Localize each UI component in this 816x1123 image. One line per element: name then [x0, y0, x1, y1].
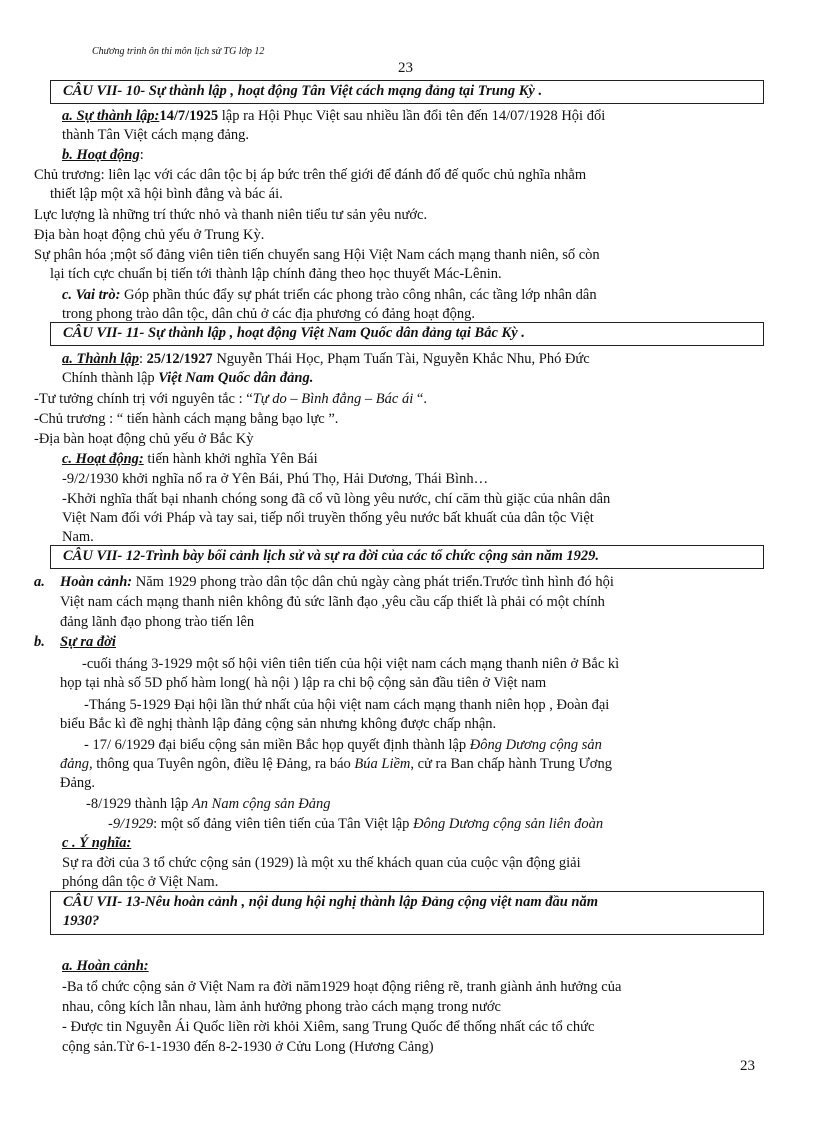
s12-c-label: c . Ý nghĩa: [62, 835, 132, 851]
s12-c-line1: Sự ra đời của 3 tổ chức cộng sản (1929) là một xu thế khách quan của cuộc vận động giải [62, 855, 581, 871]
s11-a-date: 25/12/1927 [146, 351, 213, 367]
s12-a-text1: Năm 1929 phong trào dân tộc dân chủ ngày càng phát triển.Trước tình hình đó hội [132, 574, 614, 590]
s12-a-line1 [34, 573, 614, 591]
s12-l3-line2 [60, 755, 612, 773]
s13-heading-line2: 1930? [63, 913, 100, 929]
s12-l5-date: -9/1929 [108, 816, 154, 832]
s12-a-line2: Việt nam cách mạng thanh niên không đủ sức lãnh đạo ,yêu cầu cấp thiết là phải có một chính [60, 594, 605, 610]
s11-l3: -Địa bàn hoạt động chủ yếu ở Bắc Kỳ [34, 431, 254, 447]
s12-l3-text2: thông qua Tuyên ngôn, điều lệ Đảng, ra báo [92, 756, 355, 772]
s10-c-line1 [62, 286, 597, 304]
s11-c-label: c. Hoạt động: [62, 451, 144, 467]
s13-l2a: - Được tin Nguyễn Ái Quốc liền rời khỏi Xiêm, sang Trung Quốc để thống nhất các tổ chức [62, 1019, 595, 1035]
s11-l1-text: -Tư tưởng chính trị với nguyên tắc : “ [34, 391, 253, 407]
section-12-heading: CÂU VII- 12-Trình bày bối cảnh lịch sử và sự ra đời của các tổ chức cộng sản năm 1929. [50, 545, 764, 569]
s11-l1-motto: Tự do – Bình đẳng – Bác ái [252, 391, 414, 407]
s10-a-line1 [62, 107, 605, 125]
s10-p3: Địa bàn hoạt động chủ yếu ở Trung Kỳ. [34, 227, 265, 243]
s12-l4 [86, 795, 330, 813]
s11-a-text1: Nguyễn Thái Học, Phạm Tuấn Tài, Nguyễn Khắc Nhu, Phó Đức [212, 351, 590, 367]
s12-b-marker: b. [34, 634, 45, 650]
s11-a-label: a. Thành lập [62, 351, 139, 367]
s12-l3-line3: Đảng. [60, 775, 96, 791]
s12-l5 [108, 815, 603, 833]
s13-l2b: cộng sản.Từ 6-1-1930 đến 8-2-1930 ở Cửu Long (Hương Cảng) [62, 1039, 434, 1055]
s12-b-heading [34, 633, 116, 651]
s10-p4a: Sự phân hóa ;một số đảng viên tiên tiến chuyển sang Hội Việt Nam cách mạng thanh niên, số còn [34, 247, 600, 263]
header-title: Chương trình ôn thi môn lịch sử TG lớp 12 [92, 46, 265, 57]
s11-c-text: tiến hành khởi nghĩa Yên Bái [143, 451, 318, 467]
s11-a-text2: Chính thành lập [62, 370, 159, 386]
s10-a-line2: thành Tân Việt cách mạng đảng. [62, 127, 250, 143]
s11-a-colon: : [138, 351, 147, 367]
s12-l3-newspaper: Búa Liềm [354, 756, 411, 772]
s11-l1-end: “. [413, 391, 427, 407]
section-13-heading [50, 891, 764, 935]
s11-l5b: Việt Nam đối với Pháp và tay sai, tiếp nối truyền thống yêu nước bất khuất của dân tộc Việt [62, 510, 594, 526]
s12-l2a: -Tháng 5-1929 Đại hội lần thứ nhất của hội việt nam cách mạng thanh niên họp , Đoàn đại [84, 697, 610, 713]
s10-a-text1: lập ra Hội Phục Việt sau nhiều lần đổi tên đến 14/07/1928 Hội đổi [218, 108, 606, 124]
s12-l4-text: -8/1929 thành lập [86, 796, 192, 812]
s12-l5-text: : một số đảng viên tiên tiến của Tân Việt lập [153, 816, 414, 832]
s11-l4: -9/2/1930 khởi nghĩa nổ ra ở Yên Bái, Phú Thọ, Hải Dương, Thái Bình… [62, 471, 489, 487]
header-page-number: 23 [398, 60, 413, 76]
s10-a-label: a. Sự thành lập: [62, 108, 160, 124]
s13-heading-line1: CÂU VII- 13-Nêu hoàn cảnh , nội dung hội nghị thành lập Đảng cộng việt nam đầu năm [63, 894, 599, 910]
s12-l2b: biểu Bắc kì đề nghị thành lập đảng cộng sản nhưng không được chấp nhận. [60, 716, 497, 732]
section-10-heading: CÂU VII- 10- Sự thành lập , hoạt động Tân Việt cách mạng đảng tại Trung Kỳ . [50, 80, 764, 104]
s10-a-date: 14/7/1925 [159, 108, 219, 124]
s10-b-heading [62, 146, 144, 164]
s10-p4b: lại tích cực chuẩn bị tiến tới thành lập chính đảng theo học thuyết Mác-Lênin. [50, 266, 502, 282]
s12-a-marker: a. [34, 574, 45, 590]
s13-a-label: a. Hoàn cảnh: [62, 958, 149, 974]
s11-l2: -Chủ trương : “ tiến hành cách mạng bằng bạo lực ”. [34, 411, 339, 427]
section-11-heading: CÂU VII- 11- Sự thành lập , hoạt động Việt Nam Quốc dân đảng tại Bắc Kỳ . [50, 322, 764, 346]
s13-l1b: nhau, công kích lẫn nhau, làm ảnh hưởng phong trào cách mạng trong nước [62, 999, 501, 1015]
s11-l1 [34, 390, 427, 408]
s12-a-label: Hoàn cảnh: [60, 574, 133, 590]
s11-a-line2 [62, 369, 313, 387]
s12-l3-text3: , cử ra Ban chấp hành Trung Ương [410, 756, 612, 772]
s10-c-text1: Góp phần thúc đẩy sự phát triển các phong trào công nhân, các tầng lớp nhân dân [120, 287, 597, 303]
s12-l3-text: - 17/ 6/1929 đại biểu cộng sản miền Bắc họp quyết định thành lập [84, 737, 470, 753]
s12-l3-line1 [84, 736, 602, 754]
s11-a-party: Việt Nam Quốc dân đảng. [158, 370, 314, 386]
s10-c-label: c. Vai trò: [62, 287, 121, 303]
footer-page-number: 23 [740, 1058, 755, 1074]
s12-l1b: họp tại nhà số 5D phố hàm long( hà nội ) lập ra chi bộ cộng sản đầu tiên ở Việt nam [60, 675, 547, 691]
s10-b-colon: : [139, 147, 144, 163]
s11-l5c: Nam. [62, 529, 94, 545]
s10-p1a: Chủ trương: liên lạc với các dân tộc bị áp bức trên thế giới để đánh đổ đế quốc chủ nghĩa nhằm [34, 167, 587, 183]
s12-c-line2: phóng dân tộc ở Việt Nam. [62, 874, 219, 890]
s12-c-heading [62, 834, 131, 852]
s13-a-heading [62, 957, 149, 975]
s11-a-line1 [62, 350, 590, 368]
s10-p2: Lực lượng là những trí thức nhỏ và thanh niên tiểu tư sản yêu nước. [34, 207, 428, 223]
s10-p1b: thiết lập một xã hội bình đẳng và bác ái. [50, 186, 283, 202]
s12-l3-party-end: đảng, [60, 756, 93, 772]
s12-a-line3: đảng lãnh đạo phong trào tiến lên [60, 614, 255, 630]
s13-l1a: -Ba tổ chức cộng sản ở Việt Nam ra đời năm1929 hoạt động riêng rẽ, tranh giành ảnh hưởng của [62, 979, 622, 995]
s11-c-line [62, 450, 318, 468]
s12-l5-party: Đông Dương cộng sản liên đoàn [413, 816, 604, 832]
s12-l4-party: An Nam cộng sản Đảng [191, 796, 331, 812]
s11-l5a: -Khởi nghĩa thất bại nhanh chóng song đã cổ vũ lòng yêu nước, chí căm thù giặc của nhân dân [62, 491, 611, 507]
s12-l1a: -cuối tháng 3-1929 một số hội viên tiên tiến của hội việt nam cách mạng thanh niên ở Bắc kì [82, 656, 620, 672]
s12-l3-party: Đông Dương cộng sản [469, 737, 602, 753]
s10-c-line2: trong phong trào dân tộc, dân chủ ở các địa phương có đảng hoạt động. [62, 306, 475, 322]
s12-b-label: Sự ra đời [60, 634, 116, 650]
s10-b-label: b. Hoạt động [62, 147, 140, 163]
